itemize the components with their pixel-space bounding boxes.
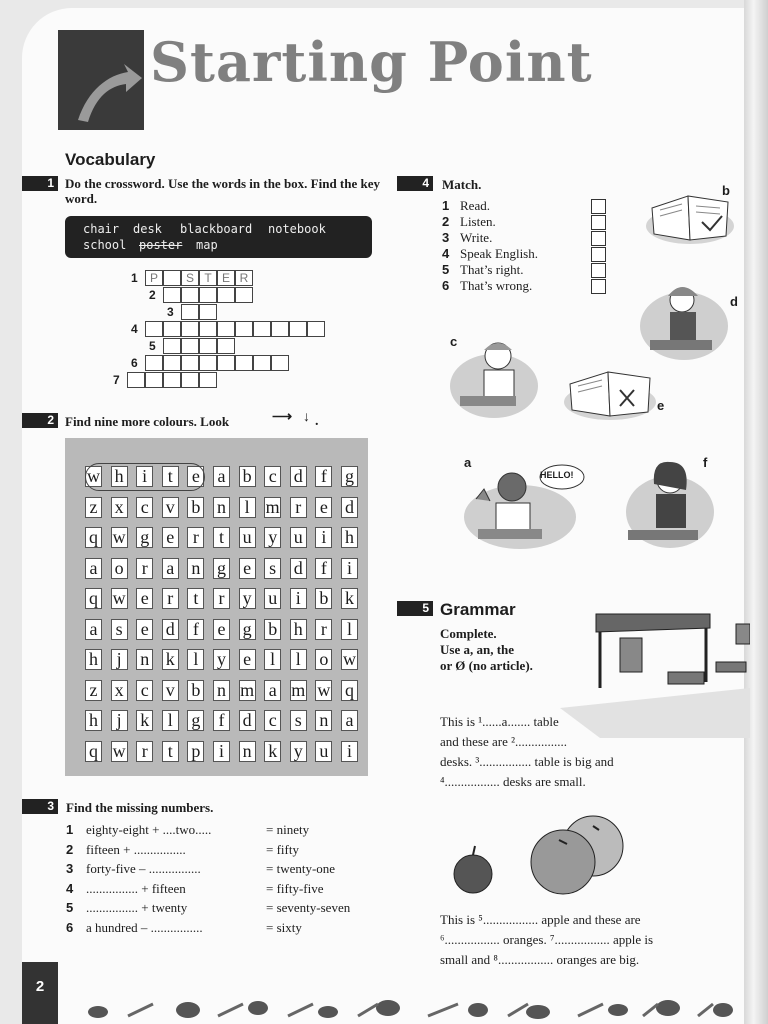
word-search-letter: b: [239, 466, 256, 487]
match-phrase: Speak English.: [460, 246, 538, 261]
word-notebook: notebook: [268, 222, 326, 236]
word-search-letter: a: [264, 680, 281, 701]
crossword-cell: [253, 355, 271, 371]
word-search-letter: h: [290, 619, 307, 640]
word-search-letter: q: [85, 741, 102, 762]
crossword-cell: [217, 321, 235, 337]
pic-label-e: e: [657, 398, 665, 413]
pic-label-f: f: [703, 455, 708, 470]
word-search-letter: h: [85, 710, 102, 731]
word-search-letter: b: [264, 619, 281, 640]
grammar-line: desks. ³................ table is big and: [440, 754, 614, 769]
crossword-cell: [163, 355, 181, 371]
crossword-cell: [145, 355, 163, 371]
period: .: [315, 414, 319, 429]
exercise-2-number: 2: [22, 413, 58, 428]
crossword-cell: [271, 355, 289, 371]
word-search-letter: i: [341, 558, 358, 579]
word-search-letter: e: [239, 649, 256, 670]
word-search-letter: g: [341, 466, 358, 487]
crossword-cell: [163, 372, 181, 388]
word-search-letter: a: [85, 619, 102, 640]
grammar-line: and these are ²................: [440, 734, 567, 749]
word-chair: chair: [83, 222, 120, 236]
word-search-letter: f: [315, 558, 332, 579]
word-search-letter: i: [315, 527, 332, 548]
crossword-cell: [145, 321, 163, 337]
word-search-letter: b: [315, 588, 332, 609]
missing-number-result: = twenty-one: [266, 861, 336, 876]
match-phrase: That’s wrong.: [460, 278, 533, 293]
exercise-3-instruction: Find the missing numbers.: [66, 800, 214, 815]
word-search-letter: n: [239, 741, 256, 762]
grammar-line: small and ⁸................. oranges are big.: [440, 952, 640, 967]
word-search-letter: l: [187, 649, 204, 670]
word-search-letter: z: [85, 497, 102, 518]
word-search-letter: g: [239, 619, 256, 640]
match-answer-box: [591, 231, 606, 246]
missing-number-index: 4: [66, 880, 74, 896]
crossword-cell: [253, 321, 271, 337]
crossword-cell: [181, 321, 199, 337]
speech-bubble-text: HELLO!: [540, 470, 574, 480]
word-search-letter: u: [315, 741, 332, 762]
word-search-letter: u: [239, 527, 256, 548]
crossword-cell: [289, 321, 307, 337]
word-search-letter: c: [264, 710, 281, 731]
word-search-letter: c: [264, 466, 281, 487]
crossword-cell: E: [217, 270, 235, 286]
word-search-letter: e: [213, 619, 230, 640]
word-search-letter: t: [162, 741, 179, 762]
word-search-letter: l: [290, 649, 307, 670]
crossword-row-number: 5: [149, 339, 156, 353]
word-blackboard: blackboard: [180, 222, 253, 236]
word-search-letter: t: [213, 527, 230, 548]
example-circle: [85, 463, 205, 491]
crossword-cell: [127, 372, 145, 388]
word-search-letter: t: [162, 466, 179, 487]
word-box: [65, 216, 372, 258]
word-search-letter: o: [315, 649, 332, 670]
word-search-letter: d: [341, 497, 358, 518]
missing-number-expression: a hundred – ................: [86, 919, 203, 935]
word-school: school: [83, 238, 127, 252]
crossword-cell: [199, 304, 217, 320]
word-search-letter: w: [343, 649, 356, 669]
word-search-letter: n: [213, 680, 230, 701]
word-search-letter: r: [315, 619, 332, 640]
exercise-4-instruction: Match.: [442, 177, 482, 192]
crossword-cell: [235, 355, 253, 371]
word-desk: desk: [133, 222, 162, 236]
grammar-line: ⁴................. desks are small.: [440, 774, 586, 789]
word-search-letter: l: [162, 710, 179, 731]
pic-label-a: a: [464, 455, 472, 470]
match-index: 2: [442, 214, 450, 229]
word-search-letter: e: [315, 497, 332, 518]
word-search-letter: u: [290, 527, 307, 548]
word-search-letter: s: [264, 558, 281, 579]
missing-number-expression: ................ + twenty: [86, 900, 188, 915]
apple-and-oranges-picture: [445, 810, 640, 900]
word-search-letter: w: [112, 740, 126, 761]
word-search-letter: n: [187, 558, 204, 579]
page-edge: [744, 0, 768, 1024]
exercise-1-instruction: Do the crossword. Use the words in the box. Find the key word.: [65, 176, 381, 206]
word-search-letter: b: [187, 497, 204, 518]
open-book-picture: [644, 188, 736, 246]
word-search-letter: w: [87, 466, 100, 486]
missing-number-result: = ninety: [266, 822, 310, 837]
word-search-letter: j: [111, 649, 128, 670]
arrow-icon: [58, 30, 144, 130]
word-search-letter: l: [239, 497, 256, 518]
word-search-letter: f: [213, 710, 230, 731]
word-search-letter: u: [264, 588, 281, 609]
word-search-letter: s: [290, 710, 307, 731]
grammar-heading: Grammar: [440, 600, 516, 619]
word-search-letter: d: [290, 558, 307, 579]
word-search-letter: b: [187, 680, 204, 701]
match-answer-box: [591, 279, 606, 294]
down-arrow-icon: ↓: [303, 410, 310, 425]
crossword-cell: [163, 287, 181, 303]
exercise-1-number: 1: [22, 176, 58, 191]
word-search-letter: i: [290, 588, 307, 609]
crossword-cell: [271, 321, 289, 337]
word-search-letter: e: [239, 558, 256, 579]
crossword-cell: [181, 372, 199, 388]
word-search-letter: r: [162, 588, 179, 609]
crossword-cell: S: [181, 270, 199, 286]
crossword-cell: P: [145, 270, 163, 286]
word-search-letter: i: [341, 741, 358, 762]
word-search-letter: n: [213, 497, 230, 518]
crossword-cell: [217, 287, 235, 303]
word-poster: poster: [139, 238, 183, 252]
crossword-cell: [163, 270, 181, 286]
match-index: 3: [442, 230, 450, 245]
crossword-cell: [199, 321, 217, 337]
word-search-letter: d: [239, 710, 256, 731]
word-search-letter: x: [111, 680, 128, 701]
footer-decoration: [58, 996, 748, 1022]
crossword-row-number: 7: [113, 373, 120, 387]
word-search-letter: v: [162, 497, 179, 518]
crossword-row-number: 3: [167, 305, 174, 319]
grammar-instruction-1: Complete.: [440, 626, 497, 641]
missing-number-index: 1: [66, 822, 74, 837]
grammar-instruction-3: or Ø (no article).: [440, 658, 533, 673]
crossword-cell: [235, 321, 253, 337]
word-search-letter: i: [136, 466, 153, 487]
crossword-row-number: 4: [131, 322, 138, 336]
missing-number-result: = seventy-seven: [266, 900, 351, 915]
word-search-letter: w: [112, 588, 126, 608]
match-answer-box: [591, 215, 606, 230]
title-arrow-band: [58, 30, 144, 130]
crossword-cell: [199, 372, 217, 388]
crossword-cell: [181, 338, 199, 354]
missing-number-index: 3: [66, 861, 74, 876]
match-index: 1: [442, 198, 450, 213]
word-search-letter: e: [136, 588, 153, 609]
match-index: 4: [442, 246, 450, 261]
word-search-letter: d: [162, 619, 179, 640]
crossword-cell: [217, 355, 235, 371]
word-search-letter: n: [136, 649, 153, 670]
word-search-letter: r: [136, 741, 153, 762]
crossword-row-number: 6: [131, 356, 138, 370]
crossword-cell: [199, 355, 217, 371]
word-search-letter: r: [187, 527, 204, 548]
word-search-letter: s: [111, 619, 128, 640]
word-search-letter: z: [85, 680, 102, 701]
match-answer-box: [591, 263, 606, 278]
match-phrase: Listen.: [460, 214, 496, 229]
word-search-letter: k: [264, 741, 281, 762]
missing-number-expression: forty-five – ................: [86, 861, 201, 876]
word-search-letter: g: [213, 558, 230, 579]
word-search-letter: y: [239, 588, 256, 609]
match-index: 5: [442, 262, 450, 277]
match-answer-box: [591, 199, 606, 214]
missing-number-expression: eighty-eight + ....two.....: [86, 822, 212, 837]
word-search-letter: d: [290, 466, 307, 487]
table-and-desks-picture: [560, 608, 750, 738]
word-search-letter: y: [264, 527, 281, 548]
crossword-row-number: 2: [149, 288, 156, 302]
word-search-letter: y: [213, 649, 230, 670]
word-search-letter: n: [315, 710, 332, 731]
word-search-letter: e: [187, 466, 204, 487]
word-search-letter: c: [136, 497, 153, 518]
word-search-letter: m: [291, 679, 306, 700]
word-search-letter: i: [213, 741, 230, 762]
crossword-cell: [181, 287, 199, 303]
word-search-letter: v: [162, 680, 179, 701]
word-search-letter: r: [290, 497, 307, 518]
crossword-cell: R: [235, 270, 253, 286]
crossword-cell: [307, 321, 325, 337]
crossword-cell: T: [199, 270, 217, 286]
crossword-cell: [145, 372, 163, 388]
girl-writing-picture: [640, 270, 728, 362]
match-phrase: Write.: [460, 230, 493, 245]
word-search-letter: l: [341, 619, 358, 640]
page-number: 2: [22, 962, 58, 1024]
match-phrase: That’s right.: [460, 262, 524, 277]
missing-number-expression: ................ + fifteen: [86, 880, 186, 896]
right-arrow-icon: ⟶: [272, 410, 293, 425]
grammar-line: This is ⁵................. apple and these are: [440, 912, 641, 927]
word-search-letter: m: [265, 496, 280, 517]
crossword-cell: [181, 304, 199, 320]
missing-number-index: 5: [66, 900, 74, 915]
boy-listening-picture: [448, 330, 538, 418]
word-search-letter: w: [317, 679, 331, 700]
word-search-letter: q: [85, 588, 102, 609]
vocabulary-heading: Vocabulary: [65, 150, 156, 169]
missing-number-index: 2: [66, 841, 74, 857]
word-search-letter: g: [187, 710, 204, 731]
crossword-cell: [163, 321, 181, 337]
word-search-letter: a: [162, 558, 179, 579]
crossword-cell: [199, 338, 217, 354]
word-search-letter: h: [111, 466, 128, 487]
word-search-letter: o: [111, 558, 128, 579]
word-search-letter: l: [264, 649, 281, 670]
page-title: Starting Point: [150, 30, 593, 94]
exercise-4-number: 4: [397, 176, 433, 191]
word-search-letter: e: [162, 527, 179, 548]
word-search-letter: h: [85, 649, 102, 670]
exercise-5-number: 5: [397, 601, 433, 616]
pic-label-d: d: [730, 294, 738, 309]
pic-label-b: b: [722, 183, 730, 198]
word-search-letter: w: [112, 527, 126, 547]
grammar-line: This is ¹......a....... table: [440, 714, 559, 729]
crossed-book-picture: [562, 362, 658, 422]
word-search-letter: k: [162, 649, 179, 670]
match-answer-box: [591, 247, 606, 262]
word-map: map: [196, 238, 218, 252]
word-search-letter: c: [136, 680, 153, 701]
girl-reading-picture: [622, 450, 714, 550]
pic-label-c: c: [450, 334, 458, 349]
crossword-cell: [163, 338, 181, 354]
word-search-letter: k: [341, 588, 358, 609]
grammar-line: ⁶................. oranges. ⁷................. apple is: [440, 932, 654, 947]
crossword-cell: [199, 287, 217, 303]
word-search-letter: y: [290, 741, 307, 762]
missing-number-result: = sixty: [266, 919, 302, 935]
word-search-letter: r: [136, 558, 153, 579]
word-search-letter: a: [85, 558, 102, 579]
missing-number-expression: fifteen + ................: [86, 841, 186, 857]
word-search-letter: p: [187, 741, 204, 762]
word-search-letter: a: [213, 466, 230, 487]
match-index: 6: [442, 278, 450, 293]
missing-number-index: 6: [66, 919, 74, 935]
word-search-letter: x: [111, 497, 128, 518]
match-phrase: Read.: [460, 198, 490, 213]
word-search-letter: e: [136, 619, 153, 640]
word-search-letter: f: [187, 619, 204, 640]
word-search-letter: g: [136, 527, 153, 548]
word-search-letter: a: [341, 710, 358, 731]
word-search-letter: q: [341, 680, 358, 701]
word-search-letter: q: [85, 527, 102, 548]
crossword-row-number: 1: [131, 271, 138, 285]
word-search-letter: m: [240, 679, 255, 700]
crossword-cell: [217, 338, 235, 354]
word-search-letter: r: [213, 588, 230, 609]
word-search-letter: f: [315, 466, 332, 487]
exercise-3-number: 3: [22, 799, 58, 814]
missing-number-result: = fifty: [266, 841, 299, 857]
word-search-letter: k: [136, 710, 153, 731]
missing-number-result: = fifty-five: [266, 880, 324, 896]
crossword-cell: [235, 287, 253, 303]
crossword-cell: [181, 355, 199, 371]
word-search-letter: j: [111, 710, 128, 731]
word-search-letter: h: [341, 527, 358, 548]
exercise-2-instruction: Find nine more colours. Look: [65, 414, 230, 429]
grammar-instruction-2: Use a, an, the: [440, 642, 515, 657]
word-search-letter: t: [187, 588, 204, 609]
